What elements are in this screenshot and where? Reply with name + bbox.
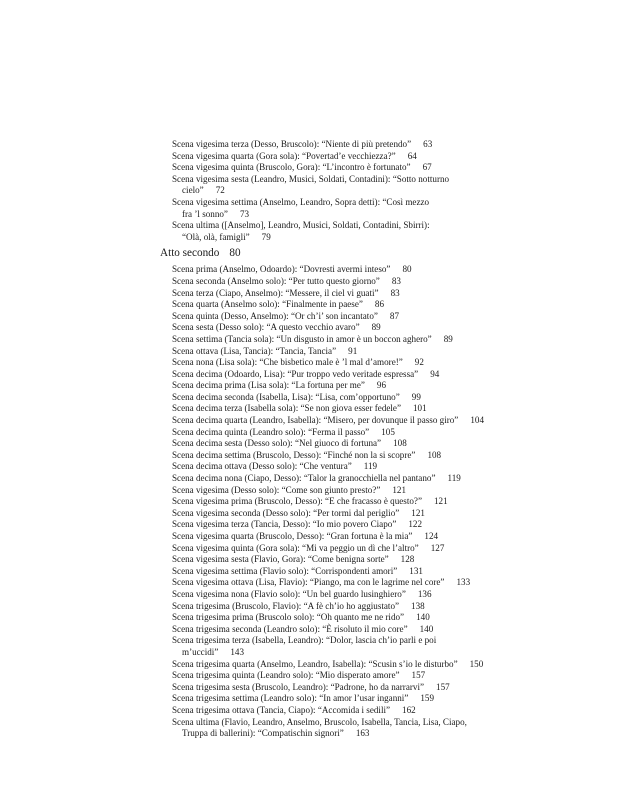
toc-entry [0, 473, 618, 485]
toc-entry-text: Scena trigesima ottava (Tancia, Ciapo): “Accomida i sedili” [172, 704, 391, 715]
toc-entry [0, 577, 618, 589]
toc-entry-text: Scena vigesima terza (Tancia, Desso): “Io mio povero Ciapo” [172, 519, 397, 530]
toc-entry [0, 334, 618, 346]
toc-entry-page: 89 [371, 322, 381, 333]
toc-entry-text: Scena vigesima settima (Anselmo, Leandro, Sopra detti): “Così mezzo [172, 196, 430, 207]
toc-entry [0, 369, 618, 381]
toc-entry-page: 143 [230, 646, 244, 657]
toc-entry-page: 89 [443, 333, 453, 344]
toc-entry-text: Scena vigesima terza (Desso, Bruscolo): “Niente di più pretendo” [172, 139, 412, 149]
toc-entry [0, 311, 618, 323]
toc-entry-page: 83 [391, 275, 401, 286]
toc-entry [0, 554, 618, 566]
toc-entry-page: 96 [376, 380, 386, 391]
toc-entry-page: 119 [363, 461, 378, 472]
toc-entry-text: Scena terza (Ciapo, Anselmo): “Messere, il ciel vi guati” [172, 287, 379, 298]
toc-entry-page: 128 [400, 554, 415, 565]
toc-entry-page: 63 [423, 139, 433, 149]
toc-entry-page: 122 [408, 519, 422, 530]
toc-entry-text: Scena decima settima (Bruscolo, Desso): “Finché non la si scopre” [172, 449, 416, 460]
toc-entry-text: Scena vigesima nona (Flavio solo): “Un bel guardo lusinghiero” [172, 588, 406, 599]
toc-entry [0, 717, 618, 740]
toc-entry-page: 79 [261, 231, 271, 242]
toc-entry [0, 566, 618, 578]
toc-entry-page: 105 [381, 426, 395, 437]
toc-entry-text: Scena quinta (Desso, Anselmo): “Or ch’i’ son incantato” [172, 310, 378, 321]
toc-entry-text: Scena quarta (Anselmo solo): “Finalmente in paese” [172, 299, 363, 310]
toc-entry-text: Scena trigesima quinta (Leandro solo): “Mio disperato amore” [172, 670, 400, 681]
toc-entry [0, 496, 618, 508]
toc-entry [0, 427, 618, 439]
toc-entry-text: Scena trigesima settima (Leandro solo): “In amor l’usar inganni” [172, 693, 409, 704]
toc-entry-text: Scena trigesima seconda (Leandro solo): “È risoluto il mio core” [172, 623, 408, 634]
toc-entry [0, 346, 618, 358]
toc-entry-page: 159 [420, 693, 434, 704]
toc-entry [0, 162, 618, 174]
toc-entry-page: 64 [407, 150, 417, 161]
toc-entry-text: Scena trigesima quarta (Anselmo, Leandro, Isabella): “Scusin s’io le disturbo” [172, 658, 458, 669]
toc-entry [0, 220, 618, 243]
toc-entry [0, 635, 618, 658]
toc-entry [0, 601, 618, 613]
toc-entry-text: Scena vigesima sesta (Leandro, Musici, Soldati, Contadini): “Sotto notturno [172, 173, 450, 184]
toc-entry-page: 87 [389, 310, 399, 321]
toc-entry-text: Scena vigesima settima (Flavio solo): “Corrispondenti amori” [172, 565, 398, 576]
toc-entry-page: 121 [411, 507, 425, 518]
toc-entry-page: 157 [411, 670, 426, 681]
section-title: Atto secondo [160, 247, 220, 260]
toc-entry [0, 276, 618, 288]
toc-entry [0, 589, 618, 601]
toc-entry-page: 140 [416, 612, 430, 623]
toc-entry-page: 101 [413, 403, 427, 414]
toc-entry-text: Scena trigesima prima (Bruscolo solo): “Oh quanto me ne rido” [172, 612, 405, 623]
toc-entry-text: Scena decima (Odoardo, Lisa): “Pur troppo vedo veritade espressa” [172, 368, 419, 379]
toc-entry-text: Scena decima quinta (Leandro solo): “Ferma il passo” [172, 426, 370, 437]
toc-entry-page: 72 [215, 185, 225, 196]
toc-entry-text: Scena sesta (Desso solo): “A questo vecchio avaro” [172, 322, 360, 333]
toc-entry-text-continued: m’uccidi” 143 [182, 646, 244, 657]
toc-entry-text: Scena prima (Anselmo, Odoardo): “Dovresti avermi inteso” [172, 264, 391, 275]
section-page: 80 [229, 247, 241, 260]
toc-entry-page: 108 [393, 438, 407, 449]
toc-entry-page: 83 [390, 287, 400, 298]
toc-entry-page: 80 [402, 264, 412, 275]
toc-entry-text: Scena decima sesta (Desso solo): “Nel giuoco di fortuna” [172, 438, 382, 449]
toc-entry-page: 150 [469, 658, 484, 669]
toc-entry-page: 86 [374, 299, 385, 310]
toc-entry-text-continued: cielo” 72 [182, 185, 225, 196]
toc-entry-text: Scena seconda (Anselmo solo): “Per tutto questo giorno” [172, 275, 380, 286]
toc-entry-text: Scena ultima ([Anselmo], Leandro, Musici, Soldati, Contadini, Sbirri): [172, 220, 430, 231]
toc-entry-page: 121 [434, 496, 448, 507]
toc-entry-page: 162 [402, 704, 416, 715]
table-of-contents [0, 139, 618, 740]
toc-entry [0, 693, 618, 705]
toc-entry [0, 543, 618, 555]
toc-entry-page: 131 [409, 565, 423, 576]
toc-entry-text: Scena vigesima quarta (Bruscolo, Desso): “Gran fortuna è la mia” [172, 531, 413, 541]
toc-entry-page: 121 [392, 484, 406, 495]
toc-entry [0, 624, 618, 636]
toc-entry-text: Scena vigesima quarta (Gora sola): “Povertad’e vecchiezza?” [172, 150, 396, 161]
toc-entry [0, 705, 618, 717]
toc-entry-text: Scena decima nona (Ciapo, Desso): “Talor la granocchiella nel pantano” [172, 473, 436, 484]
toc-entry-text: Scena trigesima sesta (Bruscolo, Leandro): “Padrone, ho da narrarvi” [172, 681, 425, 692]
toc-entry-text: Scena decima seconda (Isabella, Lisa): “Lisa, com’opportuno” [172, 391, 400, 402]
toc-entry-text: Scena vigesima quinta (Gora sola): “Mi va peggio un dì che l’altro” [172, 542, 419, 553]
toc-entry [0, 461, 618, 473]
toc-entry-text: Scena decima ottava (Desso solo): “Che ventura” [172, 461, 352, 472]
toc-group-act-one-end [0, 139, 618, 243]
toc-entry [0, 288, 618, 300]
toc-entry [0, 415, 618, 427]
toc-entry [0, 264, 618, 276]
toc-entry-text-continued: “Olà, olà, famigli” 79 [182, 231, 271, 242]
toc-entry-text: Scena ottava (Lisa, Tancia): “Tancia, Tancia” [172, 345, 337, 356]
toc-entry [0, 380, 618, 392]
toc-entry [0, 450, 618, 462]
toc-entry-text-continued: Truppa di ballerini): “Compatischin signori” 163 [182, 728, 370, 739]
toc-entry-page: 67 [422, 162, 432, 173]
toc-entry-text: Scena nona (Lisa sola): “Che bisbetico male è ’l mal d’amore!” [172, 357, 403, 368]
toc-entry-text: Scena trigesima (Bruscolo, Flavio): “A fè ch’io ho aggiustato” [172, 600, 400, 611]
toc-entry-page: 136 [417, 588, 432, 599]
toc-entry-text: Scena vigesima quinta (Bruscolo, Gora): “L’incontro è fortunato” [172, 162, 411, 173]
toc-entry-text: Scena decima quarta (Leandro, Isabella): “Misero, per dovunque il passo giro” [172, 415, 459, 426]
toc-entry [0, 197, 618, 220]
toc-entry-page: 157 [436, 681, 450, 692]
toc-entry-text: Scena vigesima sesta (Flavio, Gora): “Come benigna sorte” [172, 554, 389, 565]
toc-entry [0, 299, 618, 311]
toc-entry-text: Scena decima prima (Lisa sola): “La fortuna per me” [172, 380, 365, 391]
toc-entry [0, 357, 618, 369]
toc-entry [0, 531, 618, 543]
toc-entry [0, 508, 618, 520]
toc-entry-text: Scena trigesima terza (Isabella, Leandro): “Dolor, lascia ch’io parli e poi [172, 635, 437, 646]
toc-entry-page: 127 [430, 542, 445, 553]
toc-entry-text: Scena vigesima prima (Bruscolo, Desso): “E che fracasso è questo?” [172, 496, 422, 507]
toc-entry [0, 485, 618, 497]
toc-entry-page: 140 [419, 623, 434, 634]
toc-entry [0, 174, 618, 197]
toc-entry [0, 438, 618, 450]
toc-entry-page: 99 [411, 391, 421, 402]
toc-entry [0, 519, 618, 531]
toc-entry-text: Scena decima terza (Isabella sola): “Se non giova esser fedele” [172, 403, 401, 414]
toc-entry-text: Scena ultima (Flavio, Leandro, Anselmo, Bruscolo, Isabella, Tancia, Lisa, Ciapo, [172, 716, 467, 727]
toc-entry-text-continued: fra ’l sonno” 73 [182, 208, 250, 219]
toc-entry-page: 119 [447, 473, 461, 484]
toc-entry-page: 94 [430, 368, 440, 379]
toc-entry [0, 151, 618, 163]
toc-entry [0, 139, 618, 151]
toc-entry [0, 392, 618, 404]
toc-entry-page: 138 [411, 600, 425, 611]
toc-entry [0, 322, 618, 334]
toc-entry-page: 163 [355, 728, 370, 739]
toc-entry-text: Scena vigesima (Desso solo): “Come son giunto presto?” [172, 484, 381, 495]
toc-entry [0, 682, 618, 694]
toc-entry-page: 73 [239, 208, 250, 219]
toc-entry-text: Scena vigesima ottava (Lisa, Flavio): “Piango, ma con le lagrime nel core” [172, 577, 445, 588]
toc-group-act-two [0, 264, 618, 739]
toc-entry-page: 104 [470, 415, 484, 426]
toc-entry-page: 92 [414, 357, 424, 368]
toc-entry [0, 403, 618, 415]
toc-entry [0, 612, 618, 624]
toc-entry-page: 91 [348, 345, 358, 356]
toc-section-heading [0, 247, 618, 260]
toc-entry-text: Scena settima (Tancia sola): “Un disgusto in amor è un boccon aghero” [172, 333, 432, 344]
toc-entry-text: Scena vigesima seconda (Desso solo): “Per tormi dal periglio” [172, 507, 400, 518]
toc-entry-page: 133 [456, 577, 471, 588]
toc-entry-page: 108 [427, 449, 442, 460]
toc-entry [0, 659, 618, 671]
toc-entry-page: 124 [424, 531, 439, 541]
toc-entry [0, 670, 618, 682]
